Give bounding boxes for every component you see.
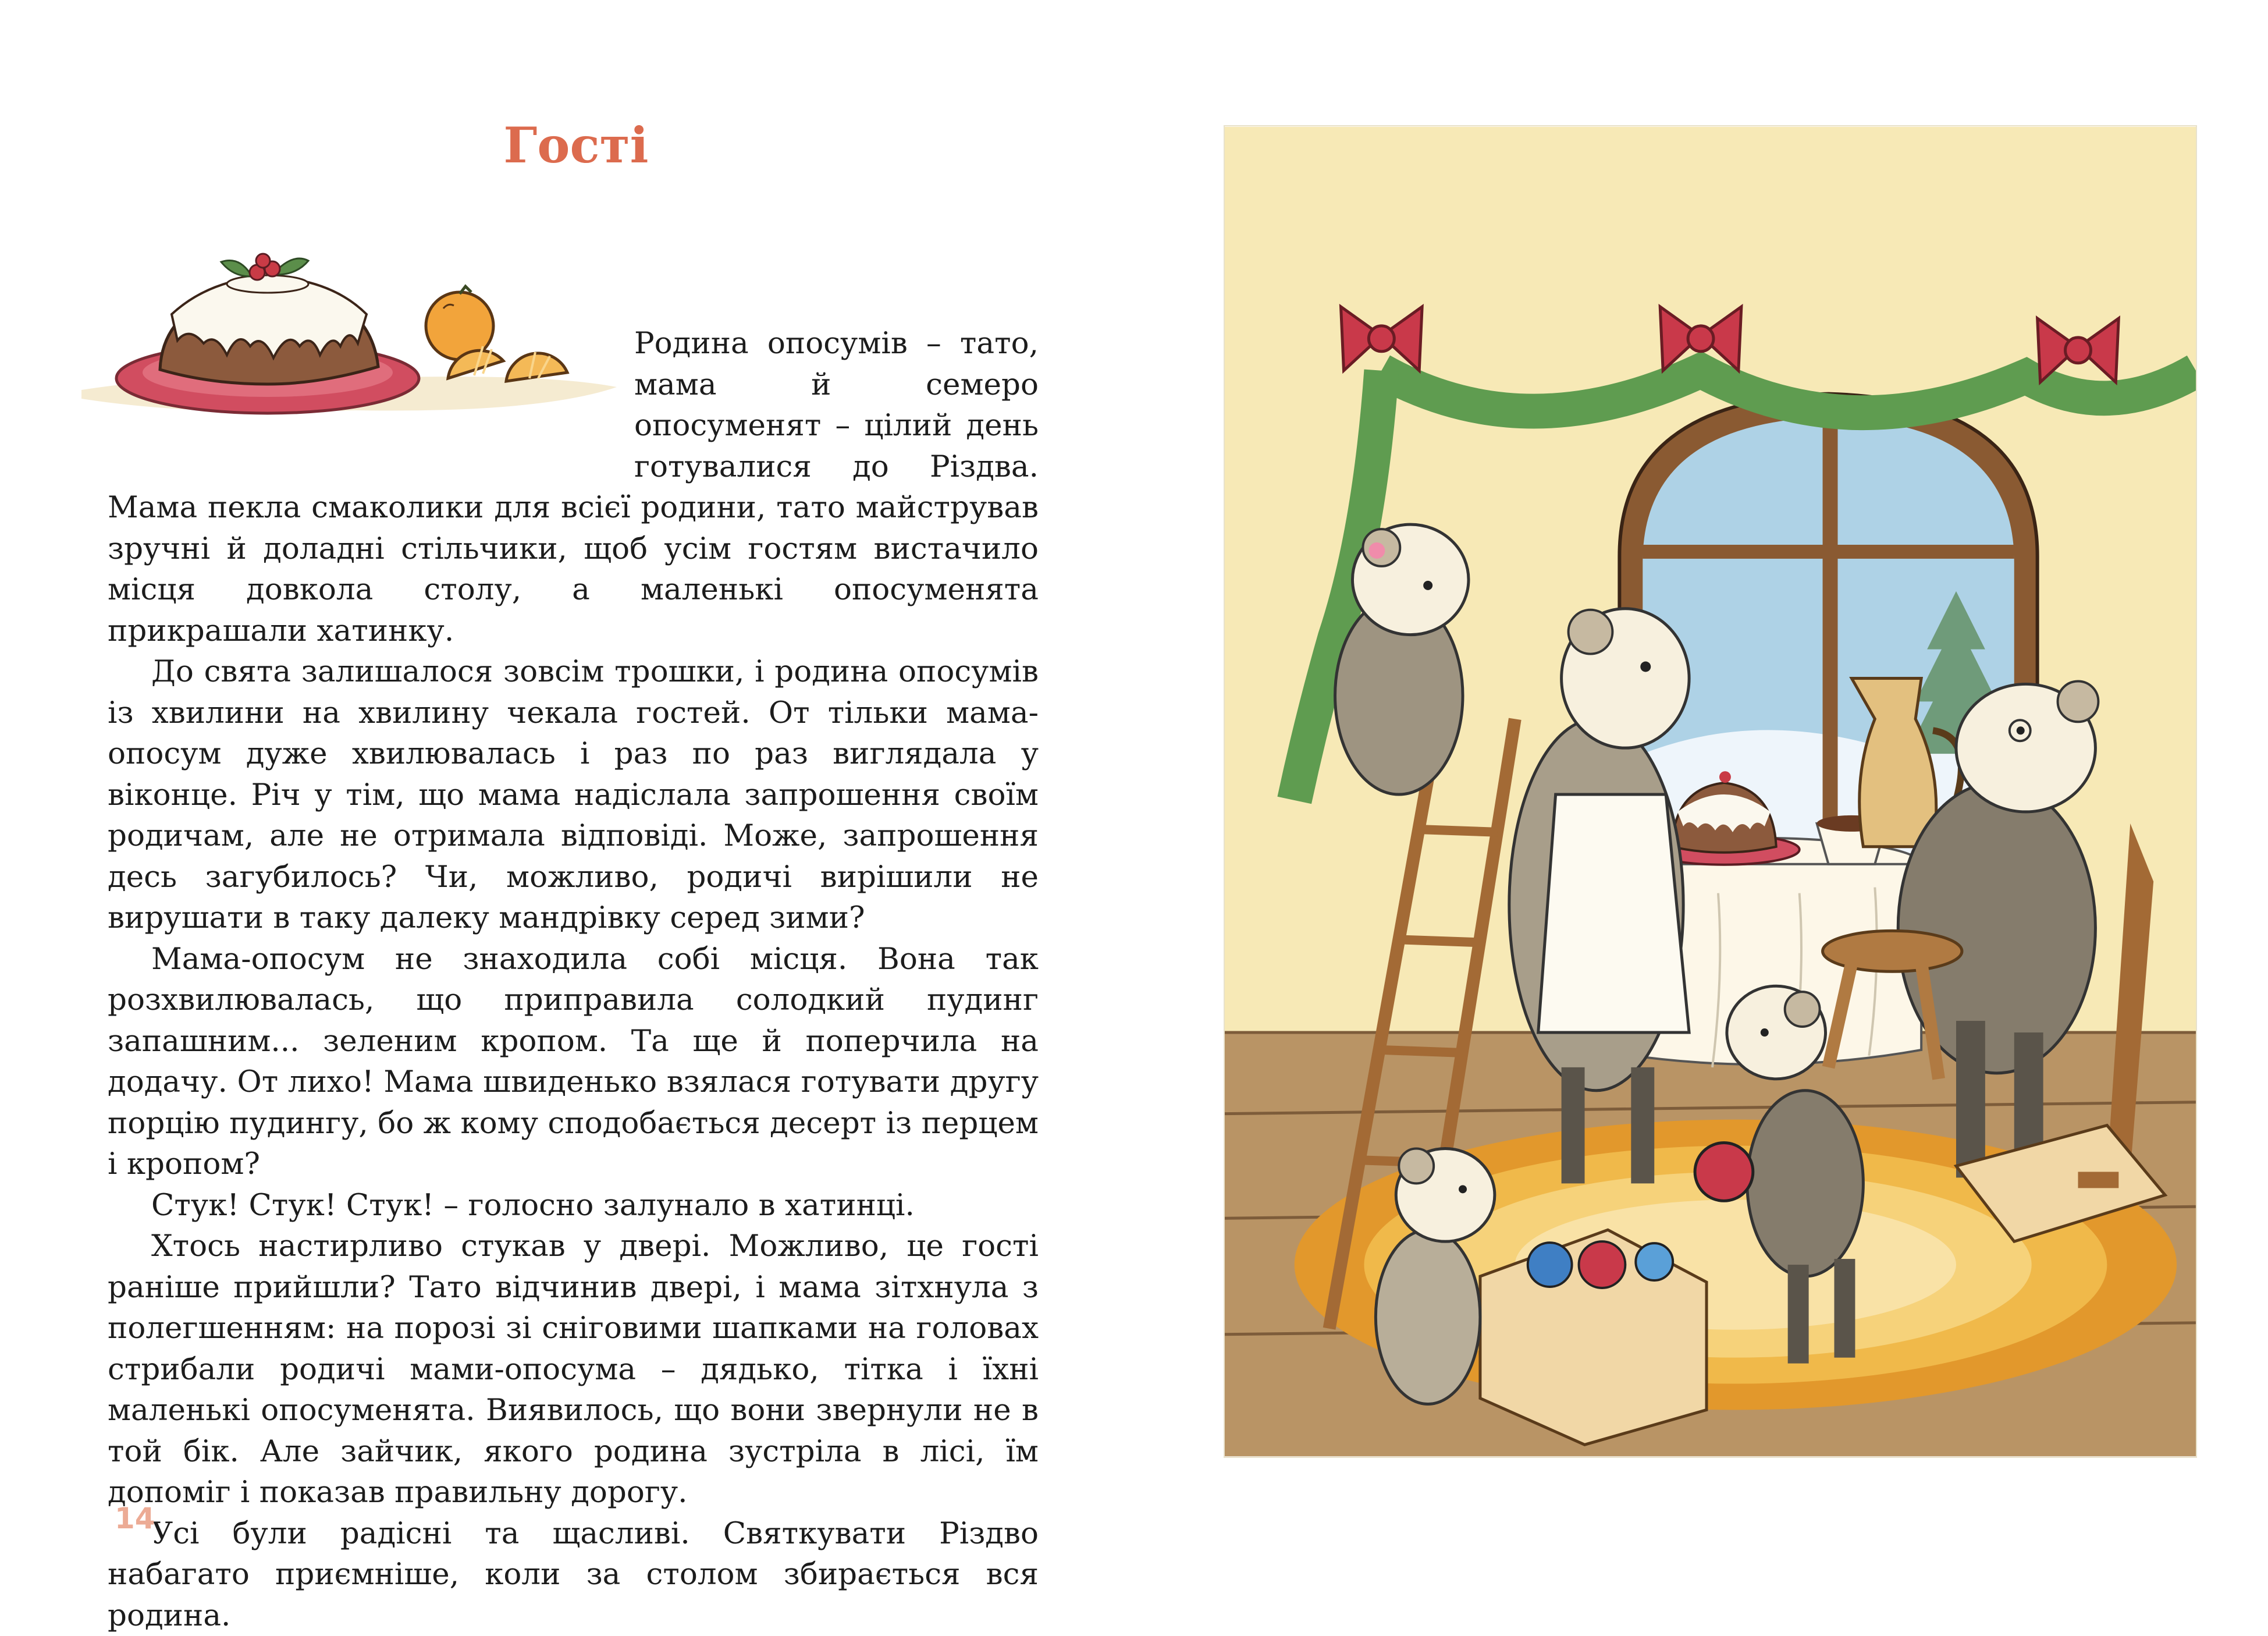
story-paragraph: Родина опосумів – тато, мама й семеро опосуменят – цілий день готувалися до Різдва. Мама пекла смаколики для всієї родини, тато майстрував зручні й доладні стільчики, щоб усім гостям вистачило місця довкола столу, а маленькі опосуменята прикрашали хатинку.	[108, 323, 1039, 651]
image-wrap-spacer	[108, 323, 634, 487]
story-paragraph: До свята залишалося зовсім трошки, і родина опосумів із хвилини на хвилину чекала гостей. От тільки мама-опосум дуже хвилювалась і раз по раз виглядала у віконце. Річ у тім, що мама надіслала запрошення своїм родичам, але не отримала відповіді. Може, запрошення десь загубилось? Чи, можливо, родичі вирішили не вирушати в таку далеку мандрівку серед зими?	[108, 651, 1039, 939]
page-number: 14	[115, 1502, 155, 1535]
chapter-title: Гості	[349, 116, 803, 174]
christmas-scene-illustration	[1224, 125, 2197, 1458]
story-text	[108, 323, 1039, 1636]
story-paragraph: Хтось настирливо стукав у двері. Можливо, це гості раніше прийшли? Тато відчинив двері, і мама зітхнула з полегшенням: на порозі зі сніговими шапками на головах стрибали родичі мами-опосума – дядько, тітка і їхні маленькі опосуменята. Виявилось, що вони звернули не в той бік. Але зайчик, якого родина зустріла в лісі, їм допоміг і показав правильну дорогу.	[108, 1226, 1039, 1513]
story-paragraph: Усі були радісні та щасливі. Святкувати Різдво набагато приємніше, коли за столом збирається вся родина.	[108, 1513, 1039, 1636]
story-paragraph: Мама-опосум не знаходила собі місця. Вона так розхвилювалась, що приправила солодкий пудинг запашним... зеленим кропом. Та ще й поперчила на додачу. От лихо! Мама швиденько взялася готувати другу порцію пудингу, бо ж кому сподобається десерт із перцем і кропом?	[108, 939, 1039, 1185]
story-paragraph: Стук! Стук! Стук! – голосно залунало в хатинці.	[108, 1185, 1039, 1226]
